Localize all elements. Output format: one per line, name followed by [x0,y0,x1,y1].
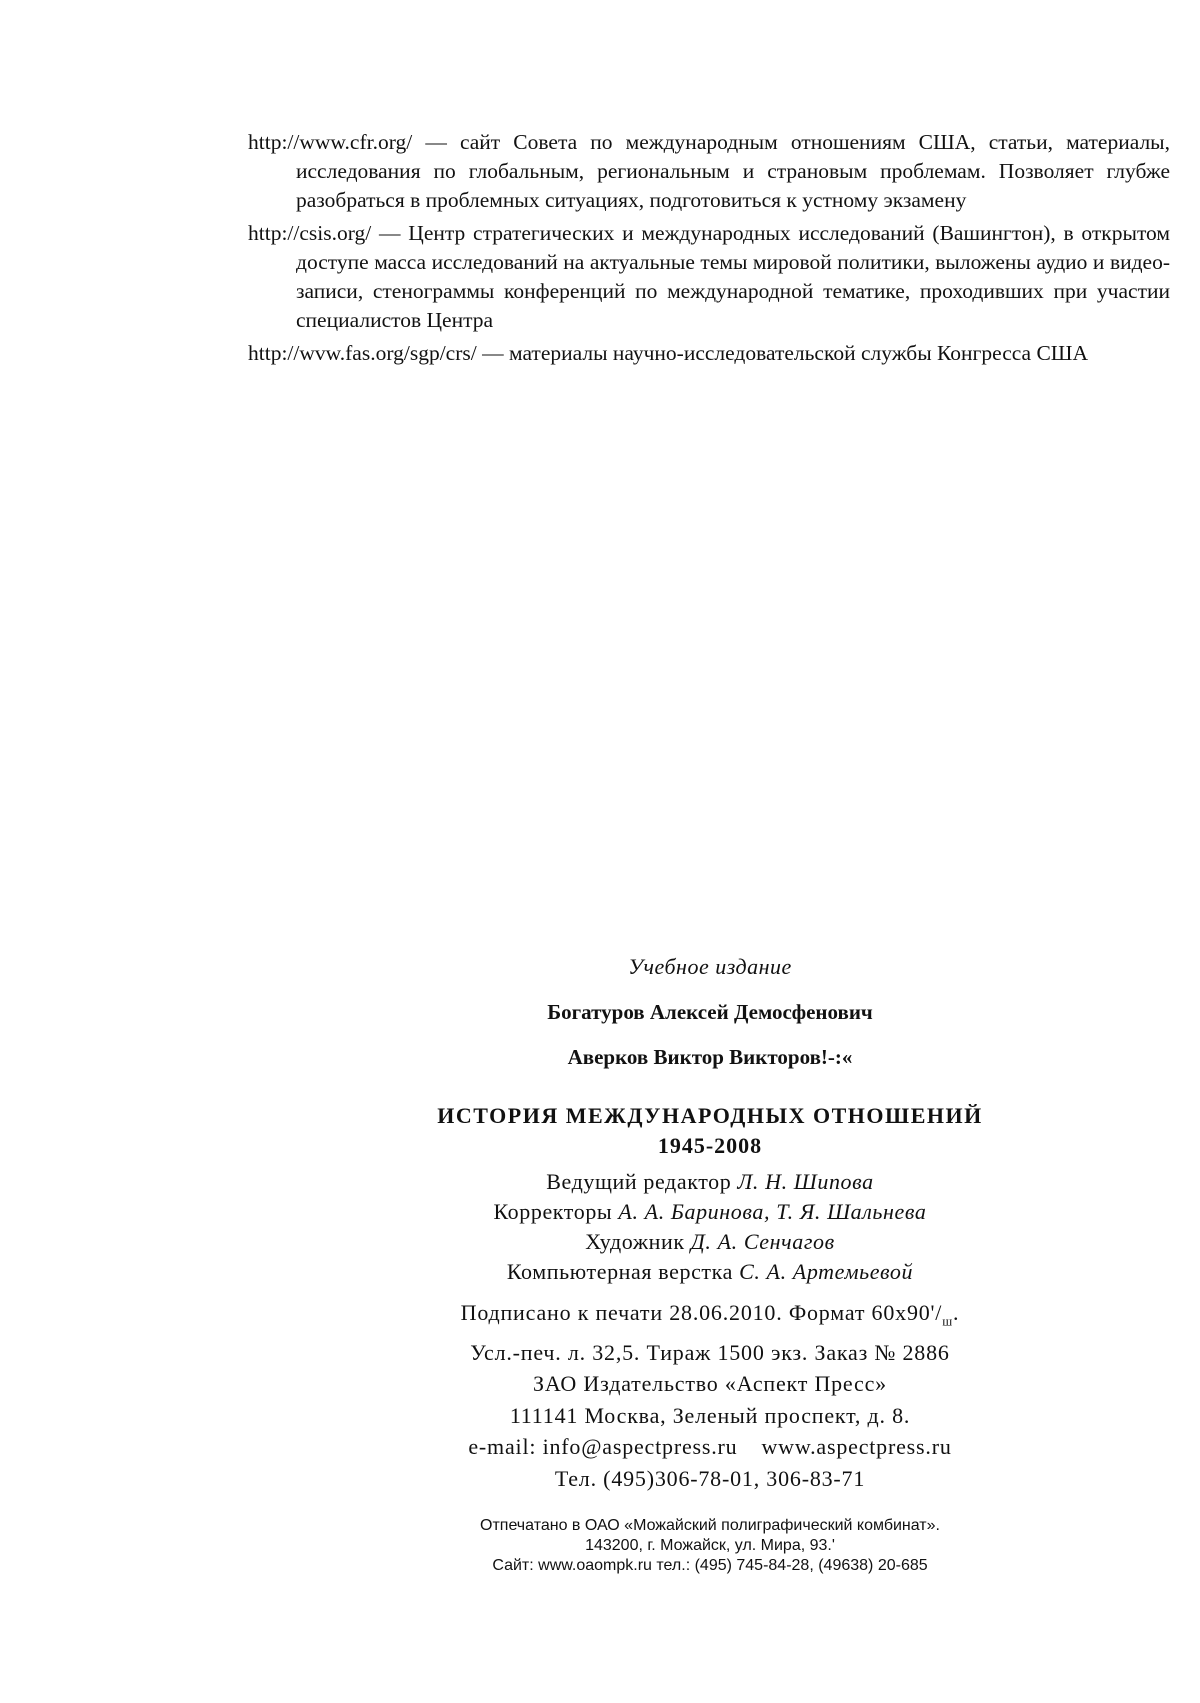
link-entry-cfr [248,128,1170,215]
credit-role: Компьютерная верстка [506,1259,740,1284]
link-list [248,128,1170,372]
credit-name: А. А. Баринова, Т. Я. Шальнева [618,1199,927,1224]
publisher-name: ЗАО Издательство «Аспект Пресс» [533,1371,887,1397]
credits-list [380,1167,1040,1287]
format-subscript: ш [942,1313,954,1329]
link-entry-csis [248,219,1170,335]
link-url-csis[interactable]: http://csis.org/ [248,221,372,245]
author-name: Богатуров Алексей Демосфенович [547,1000,873,1024]
publisher-address: 111141 Москва, Зеленый проспект, д. 8. [509,1402,911,1428]
credit-role: Ведущий редактор [546,1169,738,1194]
credit-name: С. А. Артемьевой [739,1259,914,1284]
website-link[interactable]: www.aspectpress.ru [761,1434,952,1460]
print-info [380,1297,1040,1494]
edition-type: Учебное издание [628,954,792,979]
author-name: Аверков Виктор Викторов!-:« [567,1045,853,1069]
credit-name: Л. Н. Шипова [737,1169,874,1194]
signed-to-print-line [380,1297,1040,1337]
printer-info [380,1516,1040,1576]
signed-text: Подписано к печати 28.06.2010. Формат 60х90'/ [460,1300,943,1325]
contact-line [380,1431,1040,1463]
printer-line: Отпечатано в ОАО «Можайский полиграфический комбинат». [480,1517,940,1535]
book-title: ИСТОРИЯ МЕЖДУНАРОДНЫХ ОТНОШЕНИЙ [437,1103,983,1128]
link-description-fas: — материалы научно-исследовательской службы Конгресса США [476,341,1089,365]
credit-role: Художник [585,1229,691,1254]
link-entry-fas [248,339,1170,368]
phone-line: Тел. (495)306-78-01, 306-83-71 [554,1465,866,1491]
credit-line-proofreaders [380,1197,1040,1227]
signed-end: . [953,1300,960,1325]
credit-name: Д. А. Сенчагов [690,1229,835,1254]
printer-address: 143200, г. Можайск, ул. Мира, 93.' [585,1537,835,1555]
email-link[interactable]: e-mail: info@aspectpress.ru [468,1434,738,1460]
credit-line-editor [380,1167,1040,1197]
link-description-cfr: — сайт Совета по международным отношениям США, статьи, материалы, исследования по глобальным, региональным и страновым проблемам. Позволяет глубже разобраться в проблемных ситуациях, подготовиться к устному экзамену [296,130,1170,212]
link-url-cfr[interactable]: http://www.cfr.org/ [248,130,413,154]
book-years: 1945-2008 [657,1133,763,1158]
sheets-line: Усл.-печ. л. 32,5. Тираж 1500 экз. Заказ № 2886 [470,1339,950,1365]
imprint-block [380,954,1040,1576]
credit-line-artist [380,1227,1040,1257]
link-url-fas[interactable]: http://wvw.fas.org/sgp/crs/ [248,341,477,365]
printer-contacts: Сайт: www.oaompk.ru тел.: (495) 745-84-28, (49638) 20-685 [492,1557,928,1575]
credit-role: Корректоры [493,1199,619,1224]
link-description-csis: — Центр стратегических и международных исследований (Вашингтон), в открытом доступе масса исследований на актуальные темы мировой политики, выложены аудио и видео-записи, стенограммы конференций по международной тематике, проходивших при участии специалистов Центра [296,221,1170,332]
credit-line-layout [380,1257,1040,1287]
